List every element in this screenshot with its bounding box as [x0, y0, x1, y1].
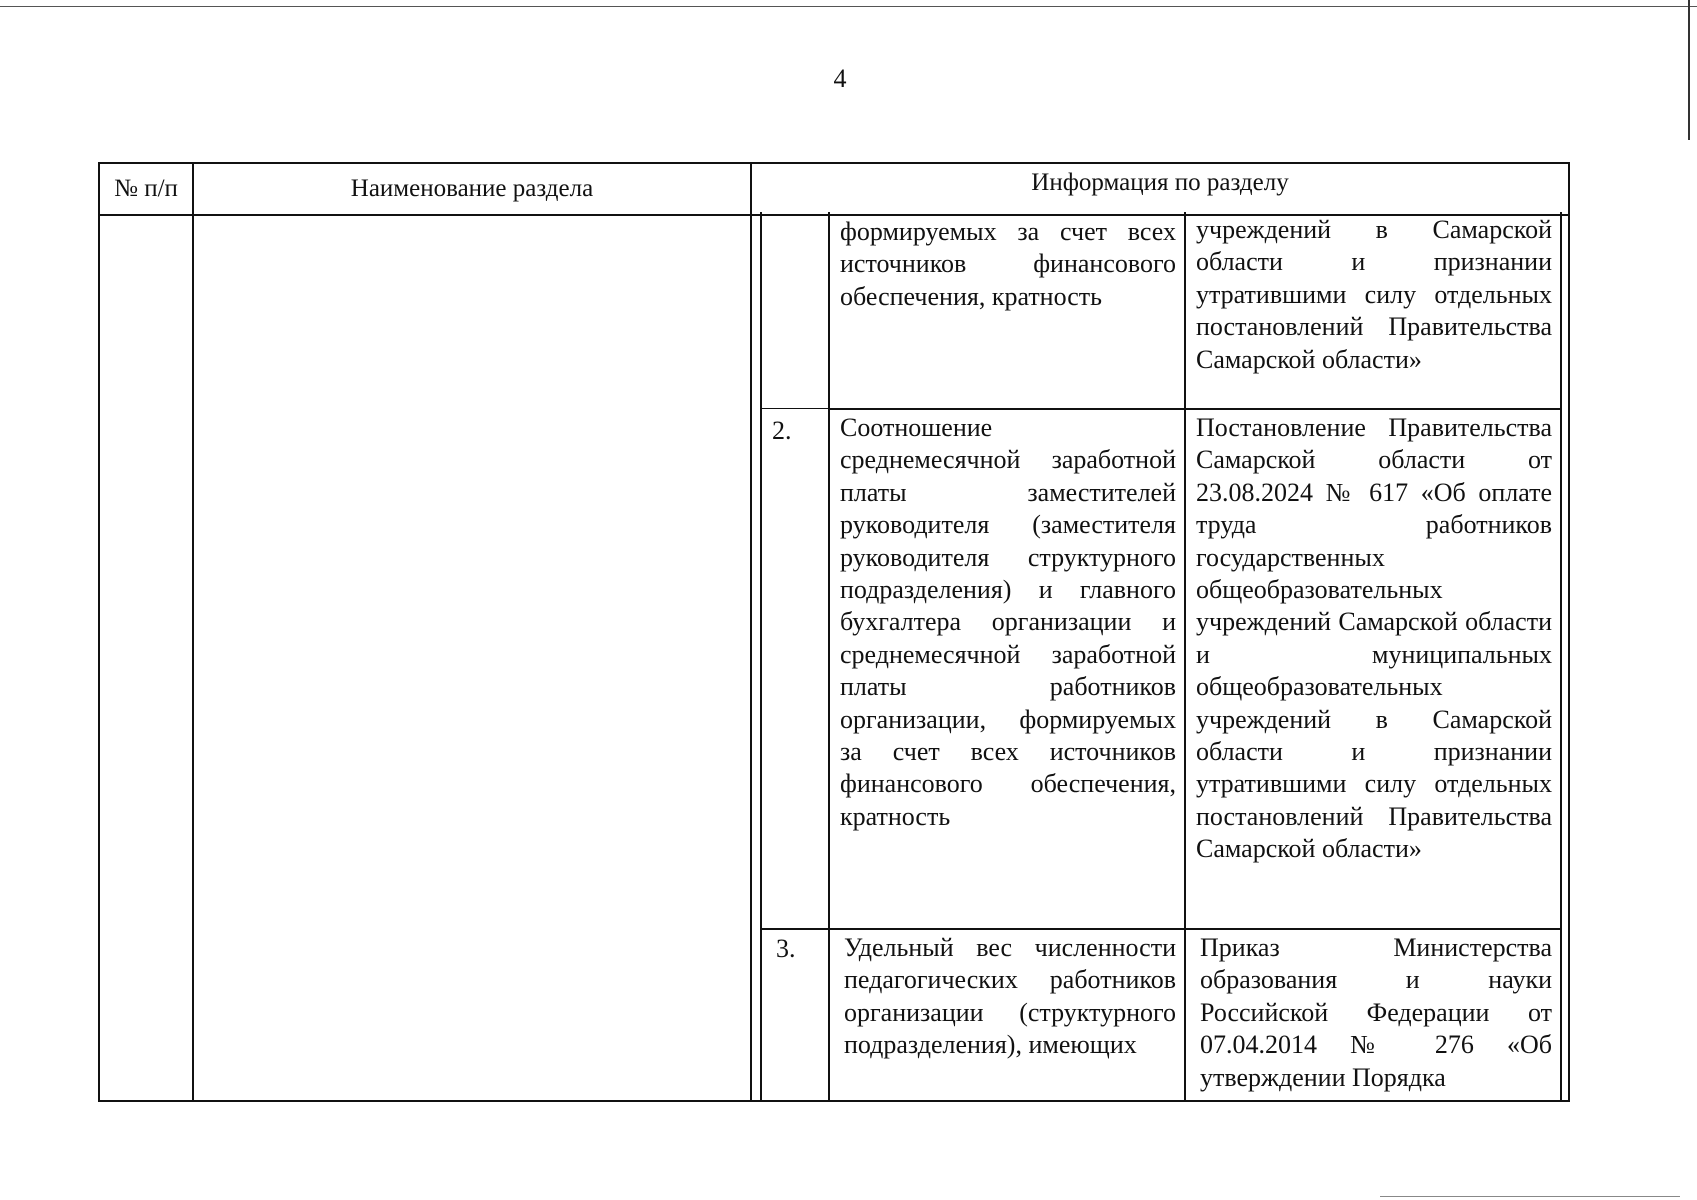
row3-document: Приказ Министерства образования и науки Российской Федерации от 07.04.2014 № 276 «Об утверждении Порядка [1200, 933, 1552, 1092]
scan-right-edge [1688, 0, 1690, 140]
inner-col-divider-num [828, 212, 830, 1102]
page-number: 4 [833, 64, 847, 93]
header-section: Наименование раздела [350, 175, 594, 202]
row2-document: Постановление Правительства Самарской области от 23.08.2024 № 617 «Об оплате труда работников государственных общеобразовательных учреждений Самарской области и муниципальных общеобразовательных учреждений в Самарской области и признании утратившими силу отдельных постановлений Правительства Самарской области» [1196, 413, 1552, 864]
row1-indicator: формируемых за счет всех источников финансового обеспечения, кратность [840, 217, 1176, 311]
row-divider-1-num [760, 408, 830, 409]
row2-number: 2. [772, 416, 792, 445]
col-divider-section [750, 162, 752, 1102]
col-divider-num [192, 162, 194, 1102]
header-num: № п/п [114, 175, 178, 202]
inner-col-divider-indicator [1184, 212, 1186, 1102]
inner-border-right [1560, 212, 1562, 1102]
header-info: Информация по разделу [1031, 169, 1289, 196]
row-divider-2 [760, 928, 1562, 930]
row-divider-1 [828, 408, 1562, 410]
scan-bottom-rule [1380, 1196, 1680, 1197]
table-border-top [98, 162, 1570, 164]
row3-number: 3. [776, 934, 796, 963]
row3-indicator: Удельный вес численности педагогических работников организации (структурного подразделения), имеющих [844, 933, 1176, 1060]
table-border-left [98, 162, 100, 1102]
inner-border-left [760, 212, 762, 1102]
nested-info-table [760, 212, 1572, 1102]
scan-top-rule [0, 6, 1697, 7]
row1-document: учреждений в Самарской области и признании утратившими силу отдельных постановлений Правительства Самарской области» [1196, 215, 1552, 374]
row2-indicator: Соотношение среднемесячной заработной платы заместителей руководителя (заместителя руководителя структурного подразделения) и главного бухгалтера организации и среднемесячной заработной платы работников организации, формируемых за счет всех источников финансового обеспечения, кратность [840, 413, 1176, 831]
